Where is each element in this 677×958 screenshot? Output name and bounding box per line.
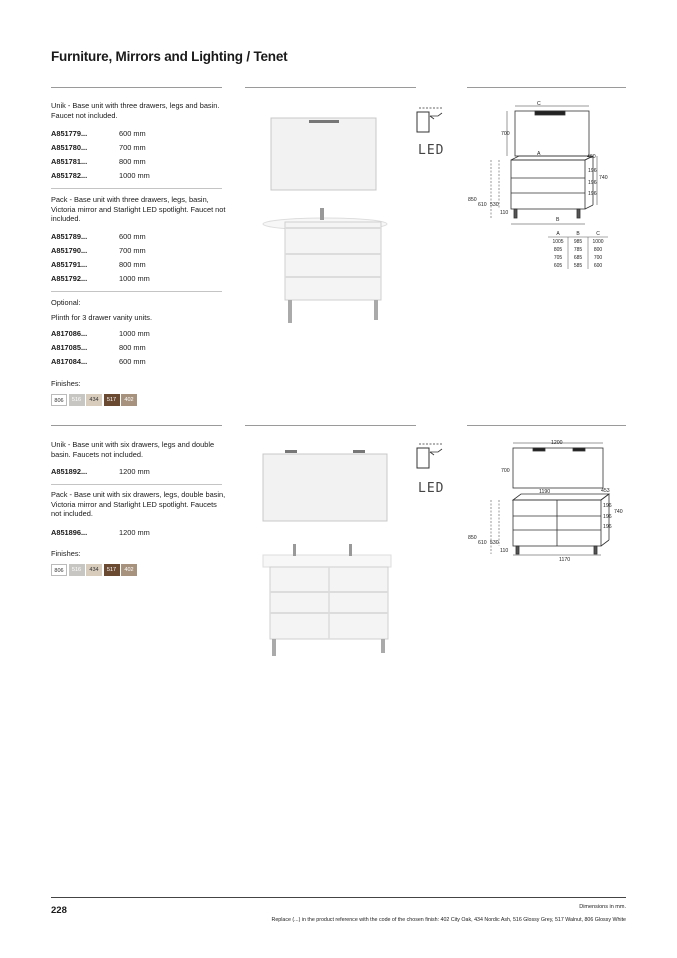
dimensions-note: Dimensions in mm. [579, 904, 626, 910]
table-cell: 600 [593, 263, 603, 269]
finish-swatch-516: 516 [69, 394, 85, 406]
dim-label: 850 [468, 535, 477, 541]
drawer-gap [270, 612, 388, 614]
mirror-light-icon [416, 440, 446, 470]
dim-label: 530 [490, 202, 499, 208]
divider [467, 87, 626, 88]
dim-label: 700 [501, 131, 510, 137]
finishes-label: Finishes: [51, 379, 81, 388]
dim-label: 196 [603, 503, 612, 509]
dim-label: 460 [587, 154, 596, 160]
led-icon: LED [418, 143, 445, 158]
table-cell: 1005 [552, 239, 564, 245]
dim-label: C [537, 101, 541, 107]
leg [374, 300, 378, 320]
table-cell: 1000 [592, 239, 604, 245]
divider [245, 87, 416, 88]
double-basin [263, 555, 391, 567]
table-header: B [576, 231, 580, 237]
led-spotlight [309, 120, 339, 123]
leg [272, 639, 276, 656]
divider [467, 425, 626, 426]
table-header: C [596, 231, 600, 237]
basin-top [511, 156, 593, 160]
product-photo-six-drawer [245, 440, 405, 662]
finish-swatch-806: 806 [51, 564, 67, 576]
table-cell: 700 [593, 255, 603, 261]
divider [51, 87, 222, 88]
dim-label: 740 [614, 509, 623, 515]
dim-label: 110 [500, 548, 509, 554]
dim-label: 610 [478, 202, 487, 208]
dim-label: 196 [588, 180, 597, 186]
dim-label: 850 [468, 197, 477, 203]
finish-swatch-516: 516 [69, 564, 85, 576]
led-icon: LED [418, 481, 445, 496]
finish-swatch-402: 402 [121, 564, 137, 576]
leg [288, 300, 292, 323]
dim-label: 196 [603, 514, 612, 520]
finish-swatch-517: 517 [104, 564, 120, 576]
faucet [320, 208, 324, 220]
finish-swatch-434: 434 [86, 564, 102, 576]
mirror [271, 118, 376, 190]
basin-top [513, 494, 609, 500]
led-spotlight [353, 450, 365, 453]
dim-label: 453 [601, 488, 610, 494]
finish-swatch-402: 402 [121, 394, 137, 406]
table-cell: 985 [573, 239, 583, 245]
unik-description: Unik - Base unit with six drawers, legs and double basin. Faucets not included. [51, 440, 215, 459]
drawer-gap [285, 227, 381, 229]
dim-label: 110 [500, 210, 509, 216]
leg [381, 639, 385, 653]
drawer-gap [285, 253, 381, 255]
table-cell: 685 [573, 255, 583, 261]
divider [51, 484, 222, 485]
plinth-description: Plinth for 3 drawer vanity units. [51, 313, 153, 322]
mirror-outline [513, 448, 603, 488]
dim-label: 610 [478, 540, 487, 546]
dim-label: 196 [588, 168, 597, 174]
table-cell: 785 [573, 247, 583, 253]
divider [245, 425, 416, 426]
dim-label: 196 [588, 191, 597, 197]
mirror [263, 454, 387, 521]
drawer-gap [285, 276, 381, 278]
dim-label: 530 [490, 540, 499, 546]
page-title: Furniture, Mirrors and Lighting / Tenet [51, 49, 288, 64]
faucet [349, 544, 352, 556]
light-outline [535, 111, 565, 115]
mirror-light-icon [416, 104, 446, 134]
cabinet [285, 222, 381, 300]
unik-description: Unik - Base unit with three drawers, legs and basin. Faucet not included. [51, 101, 220, 120]
pack-description: Pack - Base unit with three drawers, legs, basin, Victoria mirror and Starlight LED spotlight. Faucet not included. [51, 195, 226, 224]
table-cell: 605 [553, 263, 563, 269]
drawer-gap [270, 591, 388, 593]
dim-label: 740 [599, 175, 608, 181]
table-cell: 805 [553, 247, 563, 253]
technical-drawing [463, 437, 628, 572]
pack-description: Pack - Base unit with six drawers, legs, double basin, Victoria mirror and Starlight LED spotlight. Faucets not included. [51, 490, 226, 519]
finish-swatch-806: 806 [51, 394, 67, 406]
page-number: 228 [51, 905, 67, 916]
technical-drawing [463, 98, 628, 276]
dim-label: A [537, 151, 541, 157]
finish-code-note: Replace (...) in the product reference with the code of the chosen finish: 402 City Oak, 434 Nordic Ash, 516 Glossy Grey, 517 Walnut, 806 Glossy White [271, 917, 626, 923]
table-cell: 585 [573, 263, 583, 269]
divider [51, 291, 222, 292]
faucet [293, 544, 296, 556]
dim-label: 1190 [539, 489, 551, 495]
divider [51, 425, 222, 426]
finishes-label: Finishes: [51, 549, 81, 558]
table-header: A [556, 231, 560, 237]
dim-label: 1170 [559, 557, 571, 563]
mirror-outline [515, 111, 589, 156]
divider [51, 188, 222, 189]
dim-label: B [556, 217, 560, 223]
cabinet-outline [511, 160, 585, 209]
optional-label: Optional: [51, 298, 81, 307]
dim-label: 700 [501, 468, 510, 474]
product-photo-three-drawer [245, 100, 405, 332]
table-cell: 705 [553, 255, 563, 261]
dim-label: 196 [603, 524, 612, 530]
finish-swatch-434: 434 [86, 394, 102, 406]
finish-swatch-517: 517 [104, 394, 120, 406]
dim-label: 1200 [551, 440, 563, 446]
footer-divider [51, 897, 626, 898]
table-cell: 800 [593, 247, 603, 253]
led-spotlight [285, 450, 297, 453]
